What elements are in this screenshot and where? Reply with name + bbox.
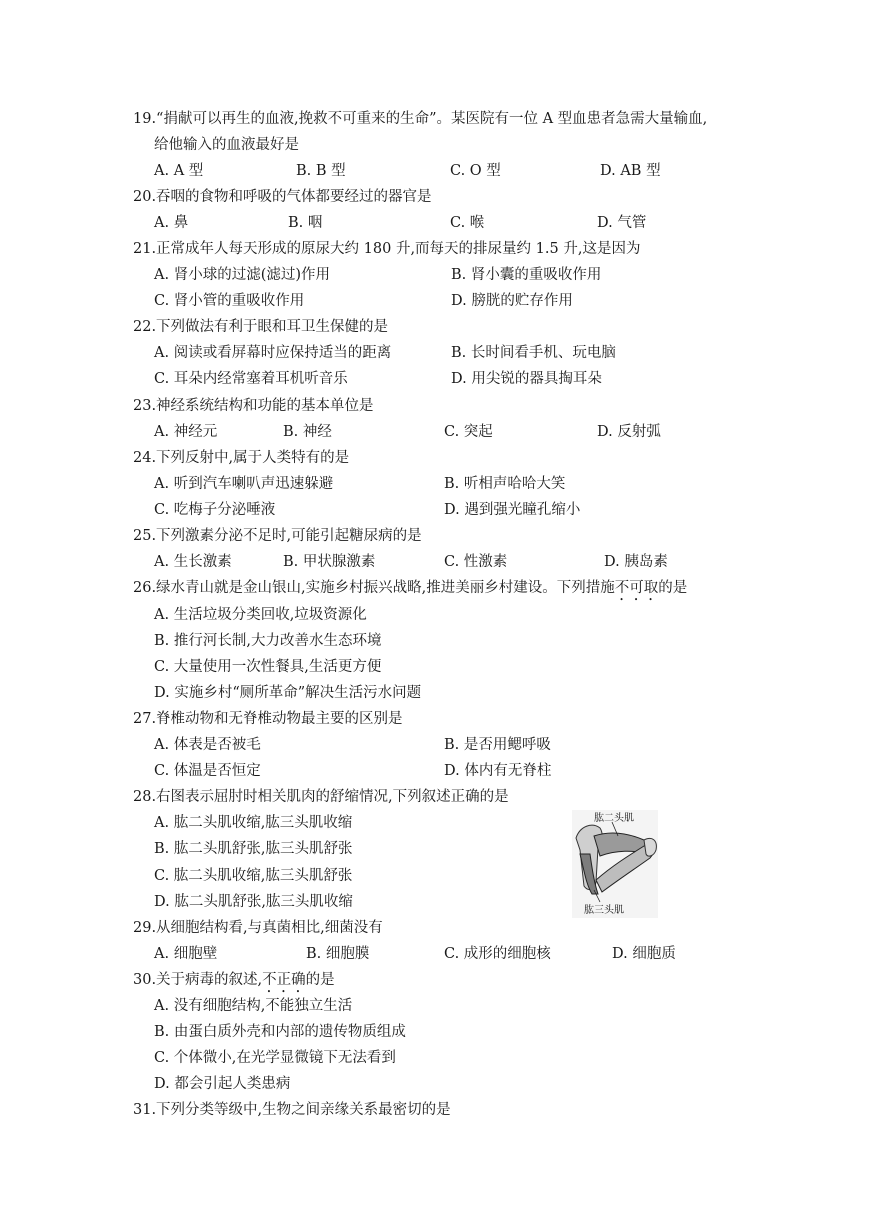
question-24-option-a: A. 听到汽车喇叭声迅速躲避 <box>154 476 334 492</box>
question-19-stem-continued: 给他输入的血液最好是 <box>154 137 299 153</box>
question-30-stem-end: 的是 <box>305 972 335 988</box>
question-29-option-b: B. 细胞膜 <box>306 946 370 962</box>
question-27-option-c: C. 体温是否恒定 <box>154 763 261 779</box>
question-25-option-b: B. 甲状腺激素 <box>283 554 376 570</box>
question-27-option-a: A. 体表是否被毛 <box>154 737 261 753</box>
question-23-stem: 23.神经系统结构和功能的基本单位是 <box>133 398 374 414</box>
question-29-stem: 29.从细胞结构看,与真菌相比,细菌没有 <box>133 920 383 936</box>
question-27-stem: 27.脊椎动物和无脊椎动物最主要的区别是 <box>133 711 403 727</box>
question-23-option-a: A. 神经元 <box>154 424 218 440</box>
question-21-stem: 21.正常成年人每天形成的原尿大约 180 升,而每天的排尿量约 1.5 升,这是因为 <box>133 241 641 257</box>
arm-muscle-figure <box>572 810 658 918</box>
question-23-option-c: C. 突起 <box>444 424 493 440</box>
question-30-option-a: A. 没有细胞结构,不能独立生活 <box>154 998 353 1014</box>
question-29-option-d: D. 细胞质 <box>612 946 676 962</box>
question-22-option-a: A. 阅读或看屏幕时应保持适当的距离 <box>154 345 392 361</box>
biceps-label: 肱二头肌 <box>594 813 634 824</box>
question-28-option-a: A. 肱二头肌收缩,肱三头肌收缩 <box>154 815 353 831</box>
question-29-option-a: A. 细胞壁 <box>154 946 218 962</box>
question-22-option-d: D. 用尖锐的器具掏耳朵 <box>451 371 602 387</box>
question-28-option-c: C. 肱二头肌收缩,肱三头肌舒张 <box>154 868 353 884</box>
question-24-option-c: C. 吃梅子分泌唾液 <box>154 502 276 518</box>
question-26-option-d: D. 实施乡村“厕所革命”解决生活污水问题 <box>154 685 422 701</box>
question-30-option-b: B. 由蛋白质外壳和内部的遗传物质组成 <box>154 1024 406 1040</box>
question-19-option-a: A. A 型 <box>154 163 204 179</box>
question-26-emphasis: 不可取 <box>614 580 659 596</box>
question-22-stem: 22.下列做法有利于眼和耳卫生保健的是 <box>133 319 389 335</box>
question-28-stem: 28.右图表示屈肘时相关肌肉的舒缩情况,下列叙述正确的是 <box>133 789 509 805</box>
question-26-stem-end: 的是 <box>658 580 688 596</box>
question-25-stem: 25.下列激素分泌不足时,可能引起糖尿病的是 <box>133 528 422 544</box>
question-25-option-d: D. 胰岛素 <box>604 554 668 570</box>
question-25-option-a: A. 生长激素 <box>154 554 232 570</box>
question-29-option-c: C. 成形的细胞核 <box>444 946 551 962</box>
question-26-stem-text: 26.绿水青山就是金山银山,实施乡村振兴战略,推进美丽乡村建设。下列措施 <box>133 580 615 596</box>
question-27-option-d: D. 体内有无脊柱 <box>444 763 552 779</box>
question-24-stem: 24.下列反射中,属于人类特有的是 <box>133 450 350 466</box>
question-20-option-b: B. 咽 <box>288 215 323 231</box>
question-25-option-c: C. 性激素 <box>444 554 508 570</box>
question-26-option-c: C. 大量使用一次性餐具,生活更方便 <box>154 659 382 675</box>
question-28-option-d: D. 肱二头肌舒张,肱三头肌收缩 <box>154 894 353 910</box>
question-26-option-b: B. 推行河长制,大力改善水生态环境 <box>154 633 382 649</box>
question-19-stem: 19.“捐献可以再生的血液,挽救不可重来的生命”。某医院有一位 A 型血患者急需大量输血, <box>133 111 708 127</box>
question-31-stem: 31.下列分类等级中,生物之间亲缘关系最密切的是 <box>133 1102 451 1118</box>
triceps-label: 肱三头肌 <box>584 905 624 916</box>
question-24-option-d: D. 遇到强光瞳孔缩小 <box>444 502 581 518</box>
arm-diagram-illustration <box>572 810 658 918</box>
question-24-option-b: B. 听相声哈哈大笑 <box>444 476 566 492</box>
question-23-option-b: B. 神经 <box>283 424 332 440</box>
question-19-option-b: B. B 型 <box>296 163 346 179</box>
question-28-option-b: B. 肱二头肌舒张,肱三头肌舒张 <box>154 841 353 857</box>
question-26-option-a: A. 生活垃圾分类回收,垃圾资源化 <box>154 607 367 623</box>
question-19-option-d: D. AB 型 <box>600 163 661 179</box>
question-22-option-b: B. 长时间看手机、玩电脑 <box>451 345 616 361</box>
question-30-emphasis: 不正确 <box>262 972 306 988</box>
question-30-option-d: D. 都会引起人类患病 <box>154 1076 291 1092</box>
question-21-option-c: C. 肾小管的重吸收作用 <box>154 293 305 309</box>
question-23-option-d: D. 反射弧 <box>597 424 661 440</box>
question-22-option-c: C. 耳朵内经常塞着耳机听音乐 <box>154 371 348 387</box>
question-20-option-d: D. 气管 <box>597 215 647 231</box>
question-21-option-b: B. 肾小囊的重吸收作用 <box>451 267 602 283</box>
question-19-option-c: C. O 型 <box>450 163 501 179</box>
question-20-option-c: C. 喉 <box>450 215 485 231</box>
question-30-stem <box>133 970 335 996</box>
question-21-option-d: D. 膀胱的贮存作用 <box>451 293 573 309</box>
question-27-option-b: B. 是否用鳃呼吸 <box>444 737 551 753</box>
question-20-stem: 20.吞咽的食物和呼吸的气体都要经过的器官是 <box>133 189 432 205</box>
question-30-stem-text: 30.关于病毒的叙述, <box>133 972 263 988</box>
question-30-option-c: C. 个体微小,在光学显微镜下无法看到 <box>154 1050 396 1066</box>
question-21-option-a: A. 肾小球的过滤(滤过)作用 <box>154 267 331 283</box>
question-26-stem <box>133 578 687 604</box>
question-20-option-a: A. 鼻 <box>154 215 189 231</box>
